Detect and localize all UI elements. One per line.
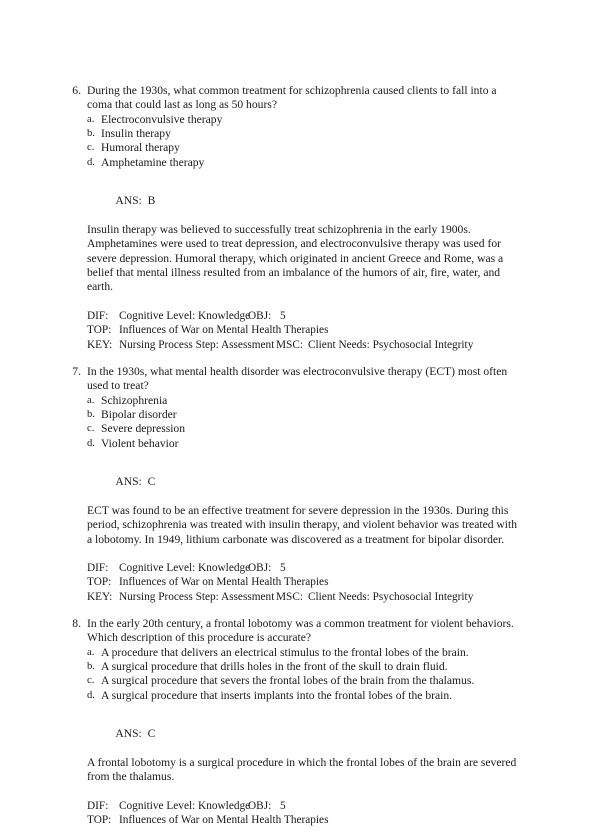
- answer-label: ANS:: [115, 727, 142, 741]
- meta-row-top: [87, 323, 517, 337]
- option-letter: c.: [87, 142, 95, 154]
- option-letter: c.: [87, 423, 95, 435]
- question-number: 8.: [72, 617, 81, 630]
- option-letter: a.: [87, 113, 95, 125]
- obj-label: OBJ:: [248, 309, 272, 322]
- option-text: Bipolar disorder: [101, 407, 177, 421]
- option-letter: d.: [87, 437, 95, 449]
- question-heading: [67, 84, 517, 113]
- metadata-block: [67, 799, 517, 828]
- option-text: Electroconvulsive therapy: [101, 112, 223, 126]
- answer-line: [87, 461, 517, 504]
- question-text: In the 1930s, what mental health disorder was electroconvulsive therapy (ECT) most often used to treat?: [87, 364, 508, 393]
- option-text: Schizophrenia: [101, 393, 168, 407]
- meta-row-dif: [87, 561, 517, 575]
- key-value: Nursing Process Step: Assessment: [119, 338, 275, 351]
- dif-label: DIF:: [87, 561, 109, 574]
- dif-value: Cognitive Level: Knowledge: [119, 799, 251, 812]
- option-d[interactable]: [67, 689, 517, 703]
- option-letter: a.: [87, 646, 95, 658]
- answer-value: C: [147, 727, 156, 741]
- key-label: KEY:: [87, 590, 113, 603]
- question-text: In the early 20th century, a frontal lobotomy was a common treatment for violent behaviors. Which description of this procedure is accurate?: [87, 617, 514, 645]
- option-b[interactable]: [67, 127, 517, 141]
- key-value: Nursing Process Step: Assessment: [119, 590, 275, 603]
- obj-label: OBJ:: [248, 799, 272, 812]
- answer-label: ANS:: [115, 475, 142, 489]
- option-letter: c.: [87, 675, 95, 687]
- top-value: Influences of War on Mental Health Therapies: [119, 576, 329, 589]
- option-text: Severe depression: [101, 422, 186, 436]
- option-b[interactable]: [67, 660, 517, 674]
- question-block-8: [67, 617, 517, 827]
- option-d[interactable]: [67, 156, 517, 170]
- key-label: KEY:: [87, 338, 113, 351]
- option-text: Humoral therapy: [101, 141, 180, 155]
- option-letter: d.: [87, 689, 95, 701]
- top-label: TOP:: [87, 576, 112, 589]
- option-letter: b.: [87, 128, 95, 140]
- dif-label: DIF:: [87, 799, 109, 812]
- option-text: A surgical procedure that inserts implants into the frontal lobes of the brain.: [101, 688, 453, 702]
- option-a[interactable]: [67, 394, 517, 408]
- meta-row-dif: [87, 309, 517, 323]
- option-d[interactable]: [67, 437, 517, 451]
- meta-row-dif: [87, 799, 517, 813]
- answer-label: ANS:: [115, 194, 142, 208]
- answer-area: [67, 461, 517, 547]
- dif-value: Cognitive Level: Knowledge: [119, 561, 251, 574]
- answer-options: [67, 646, 517, 703]
- option-text: A procedure that delivers an electrical stimulus to the frontal lobes of the brain.: [101, 645, 469, 659]
- option-b[interactable]: [67, 408, 517, 422]
- question-heading: [67, 617, 517, 646]
- answer-options: [67, 113, 517, 170]
- rationale-text: ECT was found to be an effective treatment for severe depression in the 1930s. During this period, schizophrenia was treated with insulin therapy, and violent behavior was treated with a lobotomy. In 1949, lithium carbonate was discovered as a treatment for bipolar disorder.: [87, 503, 518, 546]
- msc-value: Client Needs: Psychosocial Integrity: [308, 338, 474, 351]
- option-c[interactable]: [67, 141, 517, 155]
- msc-label: MSC:: [276, 590, 304, 603]
- dif-value: Cognitive Level: Knowledge: [119, 309, 251, 322]
- top-value: Influences of War on Mental Health Therapies: [119, 324, 329, 337]
- answer-value: C: [147, 475, 156, 489]
- rationale-text: A frontal lobotomy is a surgical procedure in which the frontal lobes of the brain are severed from the thalamus.: [87, 756, 517, 784]
- question-block-7: [67, 365, 517, 604]
- obj-value: 5: [280, 309, 286, 322]
- option-text: A surgical procedure that severs the frontal lobes of the brain from the thalamus.: [101, 674, 475, 688]
- top-label: TOP:: [87, 324, 112, 337]
- option-text: Amphetamine therapy: [101, 155, 205, 169]
- meta-row-top: [87, 575, 517, 589]
- question-block-6: [67, 84, 517, 352]
- obj-value: 5: [280, 561, 286, 574]
- answer-value: B: [147, 194, 156, 208]
- option-text: Insulin therapy: [101, 127, 171, 141]
- question-text: During the 1930s, what common treatment for schizophrenia caused clients to fall into a coma that could last as long as 50 hours?: [87, 84, 497, 112]
- option-letter: d.: [87, 156, 95, 168]
- option-letter: b.: [87, 661, 95, 673]
- option-letter: a.: [87, 394, 95, 406]
- obj-label: OBJ:: [248, 561, 272, 574]
- answer-line: [87, 180, 517, 223]
- dif-label: DIF:: [87, 309, 109, 322]
- metadata-block: [67, 561, 517, 604]
- meta-row-key: [87, 338, 517, 352]
- option-text: A surgical procedure that drills holes in the front of the skull to drain fluid.: [101, 660, 448, 674]
- meta-row-key: [87, 590, 517, 604]
- question-heading: [67, 365, 517, 394]
- option-text: Violent behavior: [101, 436, 179, 450]
- answer-area: [67, 180, 517, 295]
- option-a[interactable]: [67, 113, 517, 127]
- msc-value: Client Needs: Psychosocial Integrity: [308, 590, 474, 603]
- option-c[interactable]: [67, 422, 517, 436]
- top-label: TOP:: [87, 814, 112, 827]
- page-content: [67, 84, 517, 840]
- rationale-text: Insulin therapy was believed to successfully treat schizophrenia in the early 1900s. Amphetamines were used to treat depression, and electroconvulsive therapy was used for severe depression. Humoral therapy, which originated in ancient Greece and Rome, was a belief that mental illness resulted from an imbalance of the humors of air, fire, water, and earth.: [87, 223, 504, 294]
- option-c[interactable]: [67, 674, 517, 688]
- metadata-block: [67, 309, 517, 352]
- option-a[interactable]: [67, 646, 517, 660]
- answer-line: [87, 713, 517, 756]
- answer-area: [67, 713, 517, 785]
- option-letter: b.: [87, 408, 95, 420]
- question-number: 6.: [72, 84, 81, 97]
- top-value: Influences of War on Mental Health Therapies: [119, 814, 329, 827]
- msc-label: MSC:: [276, 338, 304, 351]
- answer-options: [67, 394, 517, 451]
- meta-row-top: [87, 813, 517, 827]
- question-number: 7.: [72, 364, 81, 378]
- obj-value: 5: [280, 799, 286, 812]
